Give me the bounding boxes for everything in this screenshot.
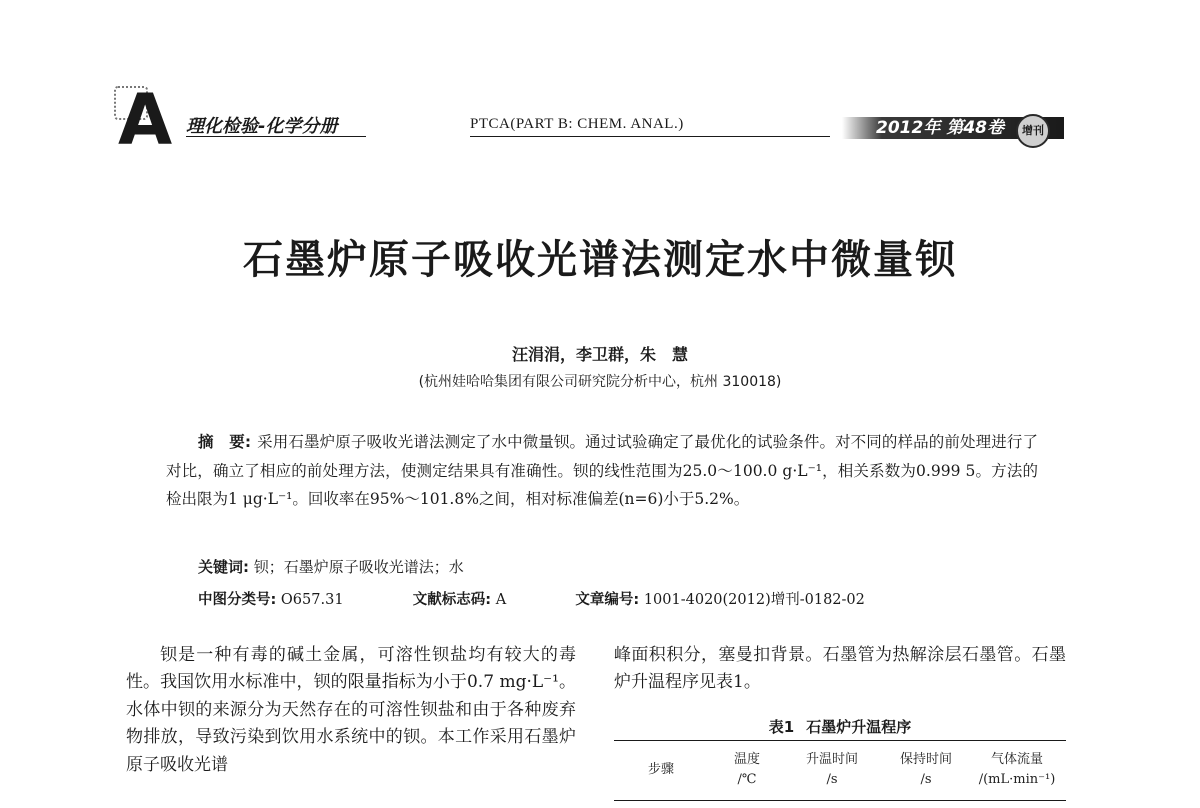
- abstract-label: 摘 要:: [198, 433, 252, 451]
- table-header-rule: [614, 800, 1066, 801]
- year-label: 2012年: [876, 118, 941, 138]
- table-header-cell: [714, 750, 780, 790]
- header-name: 温度: [733, 752, 760, 767]
- header-name: 保持时间: [899, 752, 952, 767]
- table-header-cell: [884, 750, 968, 790]
- issue-badge: 增刊: [1016, 114, 1050, 148]
- header-name: 气体流量: [990, 752, 1043, 767]
- article-title: 石墨炉原子吸收光谱法测定水中微量钡: [243, 237, 957, 283]
- table-number: 表1: [768, 718, 795, 736]
- table-header-cell: [790, 750, 874, 790]
- clc-label: 中图分类号:: [198, 592, 277, 608]
- keywords: [198, 556, 464, 577]
- volume-label: 第48卷: [946, 118, 1004, 138]
- keywords-text: 钡；石墨炉原子吸收光谱法；水: [253, 558, 464, 576]
- body-left-column: [126, 642, 576, 779]
- table-header-cell: [626, 760, 696, 780]
- clc-value: O657.31: [280, 592, 344, 608]
- article-no-value: 1001-4020(2012)增刊-0182-02: [643, 592, 865, 608]
- header-rule-middle: [470, 136, 830, 137]
- journal-logo: A: [118, 90, 180, 150]
- header-rule-left: [186, 136, 366, 137]
- abstract-text: 采用石墨炉原子吸收光谱法测定了水中微量钡。通过试验确定了最优化的试验条件。对不同的样品的前处理进行了对比，确立了相应的前处理方法，使测定结果具有准确性。钡的线性范围为25.0～100.0 g·L⁻¹，相关系数为0.999 5。方法的检出限为1 μg·L⁻¹。回收率在95%～101.8%之间，相对标准偏差(n=6)小于5.2%。: [166, 433, 1038, 508]
- article-affiliation: (杭州娃哈哈集团有限公司研究院分析中心，杭州 310018): [418, 374, 782, 390]
- keywords-label: 关键词:: [198, 558, 249, 576]
- table-header-cell: [968, 750, 1066, 790]
- header-unit: /s: [920, 772, 932, 787]
- table-title: 石墨炉升温程序: [806, 718, 912, 736]
- header-unit: /(mL·min⁻¹): [978, 772, 1056, 787]
- volume-info: [876, 117, 1010, 139]
- header-name: 升温时间: [805, 752, 858, 767]
- doc-code-label: 文献标志码:: [412, 592, 492, 608]
- article-authors: 汪涓涓，李卫群，朱 慧: [511, 345, 688, 364]
- journal-name-en: PTCA(PART B: CHEM. ANAL.): [470, 116, 684, 132]
- header-unit: /℃: [737, 772, 757, 787]
- body-paragraph: 钡是一种有毒的碱土金属，可溶性钡盐均有较大的毒性。我国饮用水标准中，钡的限量指标为小于0.7 mg·L⁻¹。水体中钡的来源分为天然存在的可溶性钡盐和由于各种废弃物排放，导致污染到饮用水系统中的钡。本工作采用石墨炉原子吸收光谱: [126, 645, 577, 775]
- table-top-rule: [614, 740, 1066, 741]
- journal-name-cn: 理化检验-化学分册: [186, 116, 338, 137]
- table-caption: [614, 716, 1066, 737]
- article-no-label: 文章编号:: [575, 592, 640, 608]
- header-unit: /s: [826, 772, 838, 787]
- doc-code-value: A: [495, 592, 507, 608]
- abstract: [166, 428, 1038, 514]
- classification-row: [198, 588, 865, 609]
- body-paragraph: 峰面积积分，塞曼扣背景。石墨管为热解涂层石墨管。石墨炉升温程序见表1。: [614, 645, 1066, 693]
- header-name: 步骤: [647, 762, 674, 777]
- body-right-column: [614, 642, 1066, 697]
